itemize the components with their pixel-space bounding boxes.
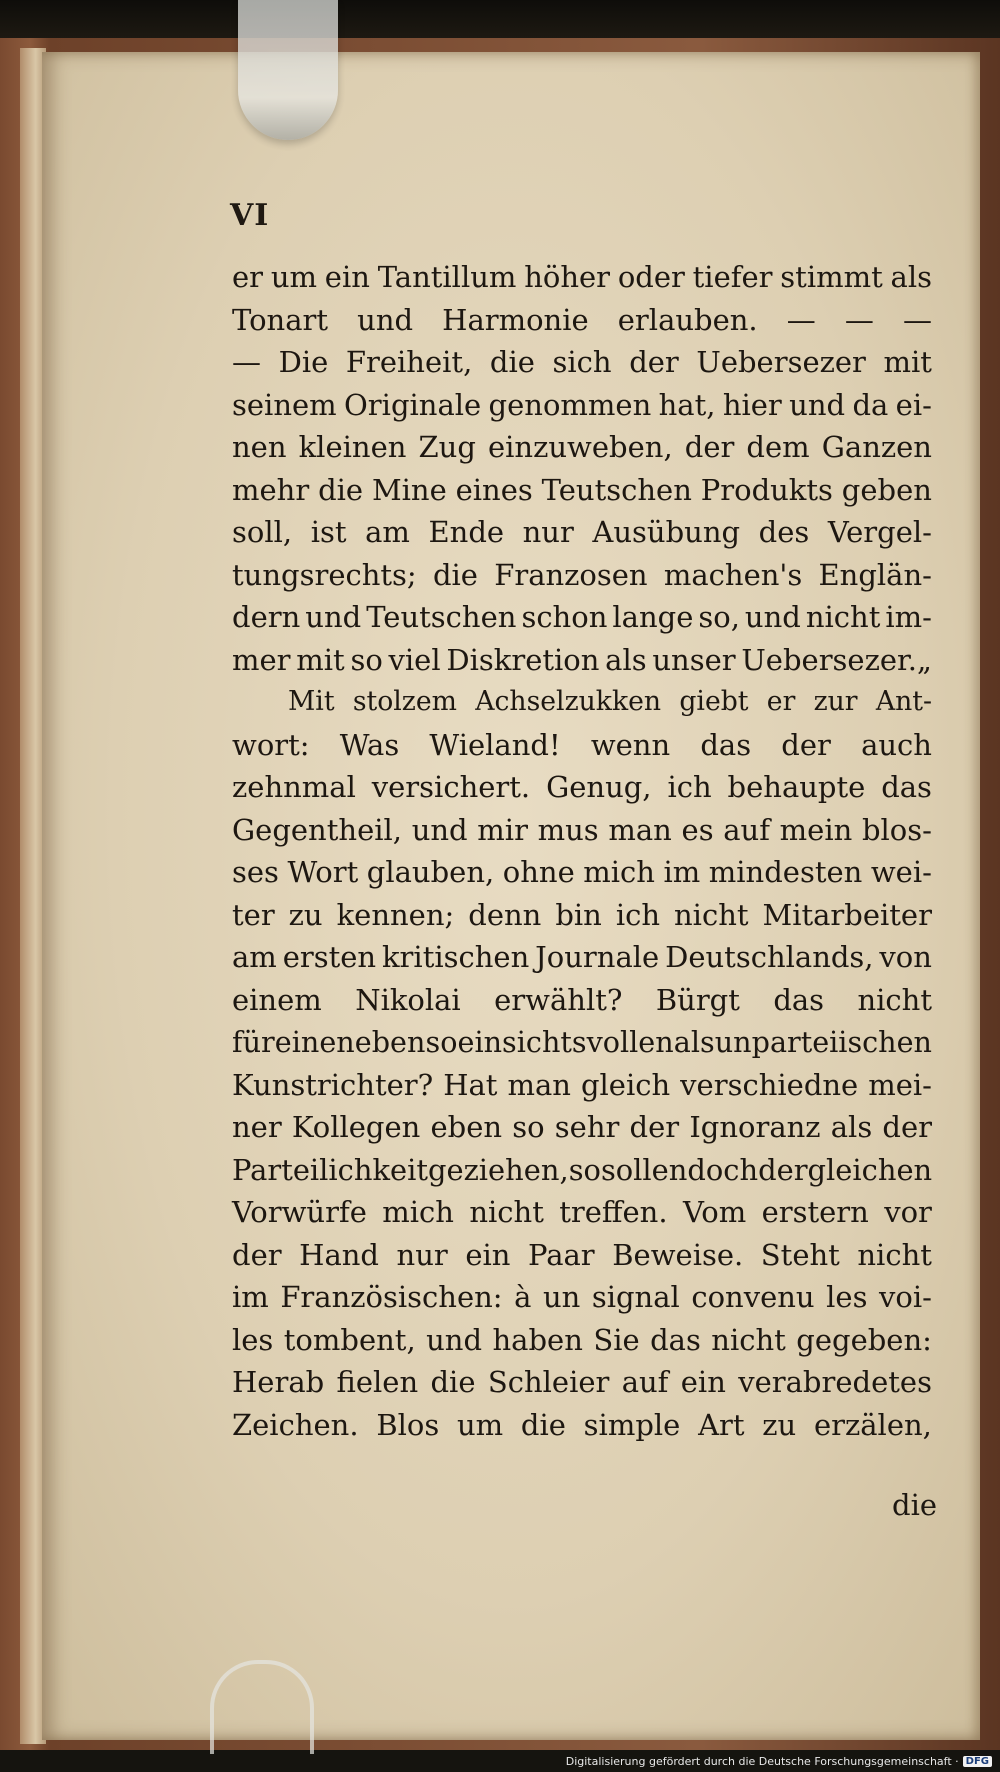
digitization-credit (566, 1755, 992, 1768)
text-line: — Die Freiheit, die sich der Uebersezer mit (232, 345, 932, 379)
text-line: im Französischen: à un signal convenu les voi- (232, 1280, 932, 1314)
text-line: Mit stolzem Achselzukken giebt er zur Ant- (288, 686, 932, 717)
text-line: ses Wort glauben, ohne mich im mindesten wei- (232, 855, 932, 889)
page-number: VI (230, 198, 270, 233)
credit-text: Digitalisierung gefördert durch die Deutsche Forschungsgemeinschaft · (565, 1755, 959, 1768)
text-line: mehr die Mine eines Teutschen Produkts geben (232, 472, 932, 507)
text-line: für einen eben so einsichtsvollen als unparteiischen (232, 1025, 932, 1059)
text-line: nen kleinen Zug einzuweben, der dem Ganzen (232, 430, 932, 464)
dfg-logo: DFG (963, 1756, 992, 1767)
catchword: die (892, 1488, 938, 1522)
text-line: wort: Was Wieland! wenn das der auch (232, 727, 932, 762)
text-line: der Hand nur ein Paar Beweise. Steht nicht (232, 1237, 932, 1272)
text-line: einem Nikolai erwählt? Bürgt das nicht (232, 982, 932, 1017)
body-text (232, 256, 932, 1446)
text-line: mer mit so viel Diskretion als unser Uebersezer.„ (232, 642, 932, 677)
text-line: les tombent, und haben Sie das nicht gegeben: (232, 1322, 932, 1357)
text-line: Tonart und Harmonie erlauben. — — — (232, 302, 932, 337)
text-line: ner Kollegen eben so sehr der Ignoranz als der (232, 1110, 932, 1144)
text-line: zehnmal versichert. Genug, ich behaupte das (232, 770, 932, 804)
text-line: soll, ist am Ende nur Ausübung des Vergel- (232, 515, 932, 549)
page-clip-bottom (210, 1660, 314, 1754)
text-line: er um ein Tantillum höher oder tiefer stimmt als (232, 260, 932, 294)
text-line: Herab fielen die Schleier auf ein verabredetes (232, 1365, 932, 1399)
text-line: Vorwürfe mich nicht treffen. Vom erstern vor (232, 1195, 932, 1229)
text-line: seinem Originale genommen hat, hier und da ei- (232, 387, 932, 422)
text-line: Parteilichkeit geziehen, so sollen doch dergleichen (232, 1152, 933, 1187)
text-line: am ersten kritischen Journale Deutschlands, von (232, 940, 932, 974)
page-clip (238, 0, 338, 140)
text-line: tungsrechts; die Franzosen machen's Englän- (232, 557, 932, 592)
text-line: Gegentheil, und mir mus man es auf mein blos- (232, 812, 932, 847)
text-line: Kunstrichter? Hat man gleich verschiedne mei- (232, 1067, 932, 1102)
text-line: Zeichen. Blos um die simple Art zu erzälen, (232, 1407, 932, 1442)
text-line: ter zu kennen; denn bin ich nicht Mitarbeiter (232, 897, 932, 932)
text-line: dern und Teutschen schon lange so, und nicht im- (232, 600, 932, 634)
